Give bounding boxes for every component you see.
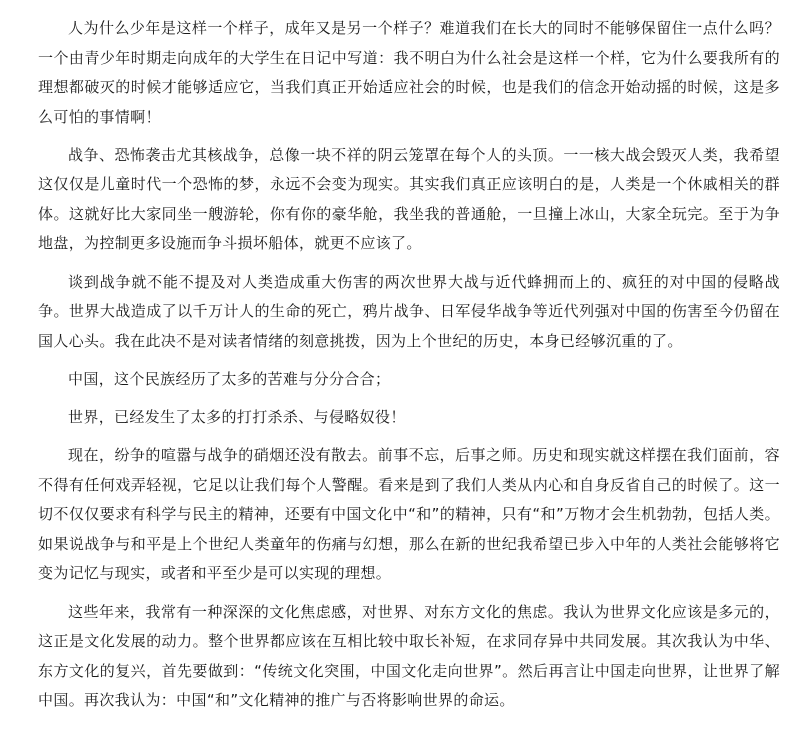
paragraph-5: 世界，已经发生了太多的打打杀杀、与侵略奴役！ <box>68 408 406 427</box>
paragraph-1: 人为什么少年是这样一个样子，成年又是另一个样子？难道我们在长大的同时不能够保留住一点什么吗？一个由青少年时期走向成年的大学生在日记中写道：我不明白为什么社会是这样一个样，它为什么要我所有的理想都破灭的时候才能够适应它，当我们真正开始适应社会的时候，也是我们的信念开始动摇的时候，这是多么可怕的事情啊！ <box>38 19 780 126</box>
paragraph-2: 战争、恐怖袭击尤其核战争，总像一块不祥的阴云笼罩在每个人的头顶。一一核大战会毁灭人类，我希望这仅仅是儿童时代一个恐怖的梦，永远不会变为现实。其实我们真正应该明白的是，人类是一个休戚相关的群体。这就好比大家同坐一艘游轮，你有你的豪华舱，我坐我的普通舱，一旦撞上冰山，大家全玩完。至于为争地盘，为控制更多设施而争斗损坏船体，就更不应该了。 <box>38 145 780 253</box>
article-body <box>38 14 780 725</box>
paragraph-7: 这些年来，我常有一种深深的文化焦虑感，对世界、对东方文化的焦虑。我认为世界文化应该是多元的，这正是文化发展的动力。整个世界都应该在互相比较中取长补短，在求同存异中共同发展。其次我认为中华、东方文化的复兴，首先要做到：“传统文化突围，中国文化走向世界”。然后再言让中国走向世界，让世界了解中国。再次我认为：中国“和”文化精神的推广与否将影响世界的命运。 <box>38 602 780 710</box>
paragraph-4: 中国，这个民族经历了太多的苦难与分分合合； <box>68 369 391 388</box>
paragraph-3: 谈到战争就不能不提及对人类造成重大伤害的两次世界大战与近代蜂拥而上的、疯狂的对中国的侵略战争。世界大战造成了以千万计人的生命的死亡，鸦片战争、日军侵华战争等近代列强对中国的伤害至今仍留在国人心头。我在此决不是对读者情绪的刻意挑拨，因为上个世纪的历史，本身已经够沉重的了。 <box>38 272 780 350</box>
paragraph-6: 现在，纷争的喧嚣与战争的硝烟还没有散去。前事不忘，后事之师。历史和现实就这样摆在我们面前，容不得有任何戏弄轻视，它足以让我们每个人警醒。看来是到了我们人类从内心和自身反省自己的时候了。这一切不仅仅要求有科学与民主的精神，还要有中国文化中“和”的精神，只有“和”万物才会生机勃勃，包括人类。如果说战争与和平是上个世纪人类童年的伤痛与幻想，那么在新的世纪我希望已步入中年的人类社会能够将它变为记忆与现实，或者和平至少是可以实现的理想。 <box>38 446 780 583</box>
